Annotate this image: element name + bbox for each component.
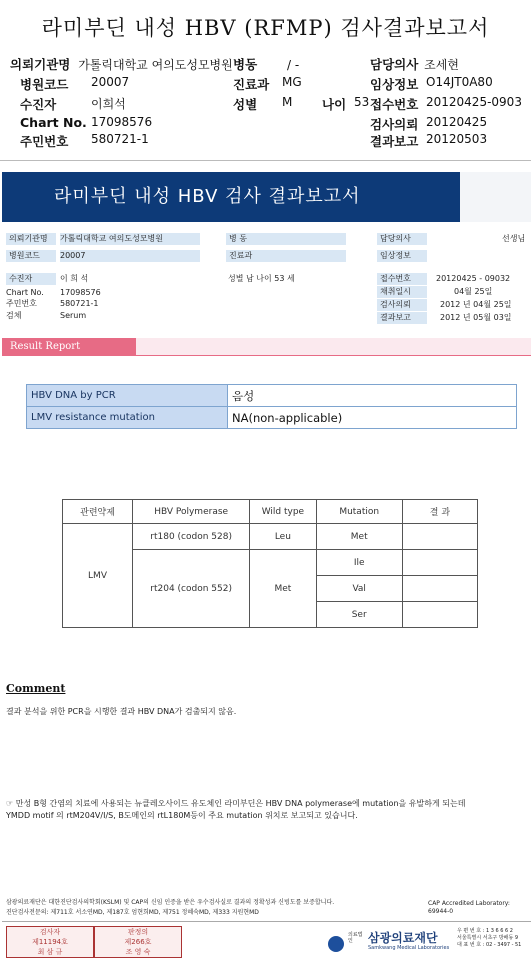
col-header: HBV Polymerase (133, 500, 250, 524)
wild-cell: Met (250, 550, 316, 628)
note-line-2: YMDD motif 의 rtM204V/I/S, B도메인의 rtL180M등이 주요 mutation 위치로 보고되고 있습니다. (6, 811, 358, 820)
comment-heading: Comment (6, 682, 66, 695)
result-key: LMV resistance mutation (27, 407, 228, 429)
scan-specimen-value: Serum (60, 311, 87, 320)
rrn-label: 주민번호 (20, 134, 69, 149)
chart-value: 17098576 (91, 115, 153, 129)
scan-report-value: 2012 년 05월 03일 (440, 313, 512, 322)
scan-patient-label: 수진자 (6, 273, 56, 285)
scan-inst-label: 의뢰기관명 (6, 233, 56, 245)
wild-cell: Leu (250, 524, 316, 550)
dept-value: MG (282, 75, 302, 89)
stamp-number: 제11194호 (32, 938, 68, 946)
scan-dept-label: 진료과 (226, 250, 346, 262)
table-row (27, 385, 517, 407)
dept-label: 진료과 (233, 77, 270, 92)
footer-line-1: 삼광의료재단은 대한진단검사의학회(KSLM) 및 CAP의 신임 인증을 받은 우수검사실로 결과의 정확성과 신빙도를 보증합니다. (6, 899, 335, 906)
phone: 대 표 번 호 : 02 - 3497 - 51 (457, 942, 522, 948)
result-value: NA(non-applicable) (228, 407, 517, 429)
scan-sex-age: 성별 남 나이 53 세 (228, 274, 295, 283)
stamp-role: 판정의 (127, 928, 149, 936)
result-underline (136, 355, 531, 356)
results-table (26, 384, 517, 429)
scan-rrn-value: 580721-1 (60, 299, 99, 308)
age-value: 53 (354, 95, 370, 109)
table-header-row (63, 500, 478, 524)
report-value: 20120503 (426, 132, 488, 146)
chart-label: Chart No. (20, 115, 87, 130)
result-key: HBV DNA by PCR (27, 385, 228, 407)
hospital-code-label: 병원코드 (20, 77, 69, 92)
scan-ward-label: 병 동 (226, 233, 346, 245)
page-title: 라미부딘 내성 HBV (RFMP) 검사결과보고서 (41, 16, 490, 40)
report-label: 결과보고 (370, 134, 419, 149)
scan-chart-value: 17098576 (60, 288, 101, 297)
hospital-code-value: 20007 (91, 75, 130, 89)
header-divider (0, 160, 531, 161)
drug-cell: LMV (63, 524, 133, 628)
note-line-1: ☞ 만성 B형 간염의 치료에 사용되는 뉴클레오사이드 유도체인 라미부딘은 HBV DNA polymerase에 mutation을 유발하게 되는데 (6, 799, 466, 808)
banner-edge (460, 172, 531, 222)
logo-subtitle: Samkwang Medical Laboratories (368, 945, 450, 951)
stamp-name: 최 삼 규 (37, 948, 63, 956)
age-label: 나이 (322, 97, 347, 112)
footer-line-2: 진단검사전문의: 제711호 서소연MD, 제187호 엄현희MD, 제751 정혜숙MD, 제333 지원현MD (6, 909, 259, 916)
institution-label: 의뢰기관명 (10, 57, 71, 72)
col-header: Mutation (316, 500, 402, 524)
sex-label: 성별 (233, 97, 258, 112)
mutation-cell: Met (316, 524, 402, 550)
postal-code: 우 편 번 호 : 1 3 6 6 6 2 (457, 928, 513, 934)
clinical-label: 임상정보 (370, 77, 419, 92)
table-row (63, 524, 478, 550)
judge-stamp (94, 926, 182, 958)
patient-label: 수진자 (20, 97, 57, 112)
comment-text: 결과 분석을 위한 PCR을 시행한 결과 HBV DNA가 검출되지 않음. (6, 707, 237, 716)
scan-clinical-label: 임상정보 (377, 250, 427, 262)
scan-collect-value: 04월 25일 (454, 287, 493, 296)
address: 서울특별시 서초구 방배동 9 (457, 935, 519, 941)
result-cell (402, 550, 477, 576)
mutation-cell: Ile (316, 550, 402, 576)
rrn-value: 580721-1 (91, 132, 149, 146)
logo-text: 삼광의료재단 (368, 931, 438, 945)
samkwang-logo-icon (328, 936, 344, 952)
result-cell (402, 524, 477, 550)
result-cell (402, 602, 477, 628)
stamp-name: 조 영 숙 (125, 948, 151, 956)
mutation-table (62, 499, 478, 628)
request-label: 검사의뢰 (370, 117, 419, 132)
scan-code-value: 20007 (60, 250, 200, 262)
result-value: 음성 (228, 385, 517, 407)
mutation-cell: Val (316, 576, 402, 602)
request-value: 20120425 (426, 115, 488, 129)
institution-field (10, 55, 233, 73)
patient-value: 이희석 (91, 97, 126, 111)
table-row (27, 407, 517, 429)
scan-report-label: 결과보고 (377, 312, 427, 324)
scan-receipt-value: 20120425 - 09032 (436, 274, 511, 283)
mutation-cell: Ser (316, 602, 402, 628)
scan-doctor-value: 선생님 (502, 234, 526, 243)
scan-doctor-label: 담당의사 (377, 233, 427, 245)
scan-request-value: 2012 년 04월 25일 (440, 300, 512, 309)
site-cell: rt204 (codon 552) (133, 550, 250, 628)
result-cell (402, 576, 477, 602)
col-header: 결 과 (402, 500, 477, 524)
footer-divider (2, 921, 531, 922)
scan-request-label: 검사의뢰 (377, 299, 427, 311)
institution-value: 가톨릭대학교 여의도성모병원 (78, 58, 233, 72)
sex-value: M (282, 95, 293, 109)
cap-accreditation: CAP Accredited Laboratory: 69944-0 (428, 900, 510, 915)
doctor-value: 조세현 (424, 58, 459, 72)
clinical-value: O14JT0A80 (426, 75, 493, 89)
logo-prefix: 의료법인 (348, 932, 363, 944)
doctor-label: 담당의사 (370, 57, 419, 72)
ward-value: / - (286, 58, 300, 72)
col-header: Wild type (250, 500, 316, 524)
scan-rrn-label: 주민번호 (6, 299, 37, 308)
scan-inst-value: 가톨릭대학교 여의도성모병원 (60, 233, 200, 245)
result-report-label: Result Report (2, 338, 136, 356)
stamp-role: 검사자 (39, 928, 61, 936)
receipt-label: 접수번호 (370, 97, 419, 112)
inspector-stamp (6, 926, 94, 958)
ward-field (233, 55, 299, 73)
scan-code-label: 병원코드 (6, 250, 56, 262)
site-cell: rt180 (codon 528) (133, 524, 250, 550)
doctor-field (370, 55, 459, 73)
scanned-report (2, 166, 531, 962)
scan-collect-label: 채취일시 (377, 286, 427, 298)
scan-chart-label: Chart No. (6, 288, 44, 297)
receipt-value: 20120425-0903 (426, 95, 522, 109)
col-header: 관련약제 (63, 500, 133, 524)
ward-label: 병동 (233, 57, 258, 72)
stamp-number: 제266호 (124, 938, 152, 946)
scan-receipt-label: 접수번호 (377, 273, 427, 285)
scan-specimen-label: 검체 (6, 311, 22, 320)
report-banner: 라미부딘 내성 HBV 검사 결과보고서 (2, 172, 460, 222)
result-bar-fade (136, 338, 531, 355)
scan-patient-value: 이 희 석 (60, 274, 89, 283)
